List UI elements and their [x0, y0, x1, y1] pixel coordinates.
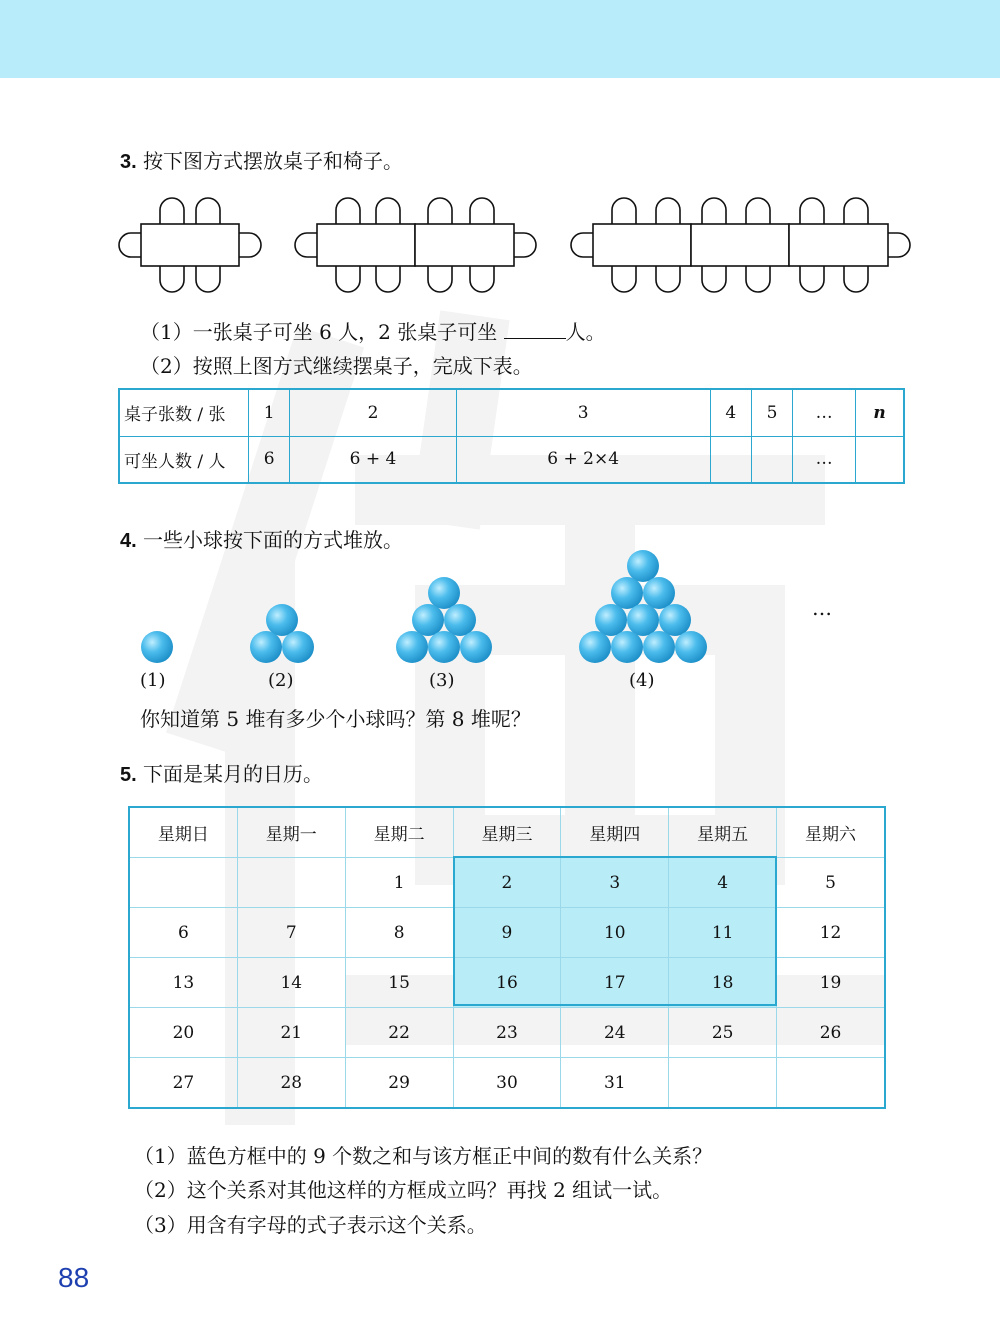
weekday-header: 星期三	[453, 807, 561, 858]
date-cell: 7	[237, 908, 345, 958]
weekday-header: 星期日	[129, 807, 237, 858]
q3-number: 3.	[120, 151, 137, 173]
date-cell: 28	[237, 1058, 345, 1109]
weekday-header: 星期二	[345, 807, 453, 858]
q3-sub2: （2）按照上图方式继续摆桌子，完成下表。	[140, 354, 533, 378]
date-cell	[129, 858, 237, 908]
q5-sub1: （1）蓝色方框中的 9 个数之和与该方框正中间的数有什么关系？	[134, 1144, 713, 1168]
date-cell: 19	[777, 958, 885, 1008]
table-cell: 5	[751, 389, 792, 436]
table-cell: 2	[290, 389, 456, 436]
pile-label-2: (2)	[268, 670, 294, 691]
table-cell: 桌子张数 / 张	[119, 389, 249, 436]
weekday-header: 星期六	[777, 807, 885, 858]
answer-cell[interactable]	[751, 436, 792, 483]
highlight-frame	[453, 856, 777, 1006]
ball-pile-4	[579, 550, 707, 663]
tables-chairs-diagram	[0, 190, 1000, 300]
table-cell: 4	[710, 389, 751, 436]
date-cell: 27	[129, 1058, 237, 1109]
q3-answer-blank[interactable]	[504, 320, 566, 339]
table-cell: 1	[249, 389, 290, 436]
table-cell: 6 + 2×4	[456, 436, 710, 483]
calendar-header-row	[129, 807, 885, 858]
q5-number: 5.	[120, 764, 137, 786]
date-cell-highlighted: 2	[453, 858, 561, 908]
date-cell: 23	[453, 1008, 561, 1058]
date-cell	[777, 1058, 885, 1109]
date-cell: 22	[345, 1008, 453, 1058]
table-cell: …	[793, 389, 856, 436]
ball-piles-diagram	[0, 540, 1000, 670]
weekday-header: 星期一	[237, 807, 345, 858]
table-arrangement-3	[571, 198, 910, 292]
page-number: 88	[58, 1262, 90, 1293]
q3-sub1-suffix: 人。	[565, 320, 606, 344]
date-cell: 1	[345, 858, 453, 908]
date-cell: 6	[129, 908, 237, 958]
pile-label-3: (3)	[429, 670, 455, 691]
date-cell-highlighted: 4	[669, 858, 777, 908]
ball-pile-2	[250, 604, 314, 663]
date-cell-highlighted: 18	[669, 958, 777, 1008]
q5-sub2: （2）这个关系对其他这样的方框成立吗？再找 2 组试一试。	[134, 1178, 673, 1202]
date-cell-highlighted: 17	[561, 958, 669, 1008]
q3-sub1-text: （1）一张桌子可坐 6 人，2 张桌子可坐	[140, 320, 504, 344]
table-cell: 可坐人数 / 人	[119, 436, 249, 483]
date-cell: 24	[561, 1008, 669, 1058]
calendar-row	[129, 1008, 885, 1058]
date-cell-highlighted: 9	[453, 908, 561, 958]
date-cell: 13	[129, 958, 237, 1008]
calendar-row	[129, 1058, 885, 1109]
date-cell: 12	[777, 908, 885, 958]
q4-text: 一些小球按下面的方式堆放。	[143, 528, 404, 552]
q5-sub3: （3）用含有字母的式子表示这个关系。	[134, 1213, 487, 1237]
answer-cell[interactable]	[856, 436, 904, 483]
date-cell: 30	[453, 1058, 561, 1109]
q5-text: 下面是某月的日历。	[143, 762, 324, 786]
date-cell: 29	[345, 1058, 453, 1109]
header-band	[0, 0, 1000, 78]
pile-label-1: (1)	[140, 670, 166, 691]
weekday-header: 星期四	[561, 807, 669, 858]
q3-text: 按下图方式摆放桌子和椅子。	[143, 149, 404, 173]
q4-number: 4.	[120, 530, 137, 552]
date-cell	[237, 858, 345, 908]
table-row	[119, 436, 904, 483]
table-cell: 6	[249, 436, 290, 483]
q3-sub1	[140, 316, 606, 345]
table-arrangement-1	[119, 198, 261, 292]
table-cell: 6 + 4	[290, 436, 456, 483]
q4-question: 你知道第 5 堆有多少个小球吗？第 8 堆呢？	[140, 707, 531, 731]
date-cell-highlighted: 16	[453, 958, 561, 1008]
date-cell-highlighted: 11	[669, 908, 777, 958]
q4-ellipsis: …	[812, 596, 834, 620]
answer-cell[interactable]	[710, 436, 751, 483]
table-cell: 3	[456, 389, 710, 436]
date-cell: 21	[237, 1008, 345, 1058]
date-cell: 15	[345, 958, 453, 1008]
table-arrangement-2	[295, 198, 536, 292]
table-cell: n	[856, 389, 904, 436]
date-cell: 26	[777, 1008, 885, 1058]
date-cell: 5	[777, 858, 885, 908]
date-cell-highlighted: 3	[561, 858, 669, 908]
table-cell: …	[793, 436, 856, 483]
date-cell	[669, 1058, 777, 1109]
weekday-header: 星期五	[669, 807, 777, 858]
q3-table	[118, 388, 905, 484]
q5-title	[120, 758, 323, 787]
ball-pile-3	[396, 577, 492, 663]
ball-pile-1	[141, 631, 173, 663]
date-cell: 25	[669, 1008, 777, 1058]
table-row	[119, 389, 904, 436]
q3-title	[120, 145, 403, 174]
date-cell: 14	[237, 958, 345, 1008]
date-cell: 31	[561, 1058, 669, 1109]
date-cell: 8	[345, 908, 453, 958]
date-cell: 20	[129, 1008, 237, 1058]
date-cell-highlighted: 10	[561, 908, 669, 958]
pile-label-4: (4)	[629, 670, 655, 691]
